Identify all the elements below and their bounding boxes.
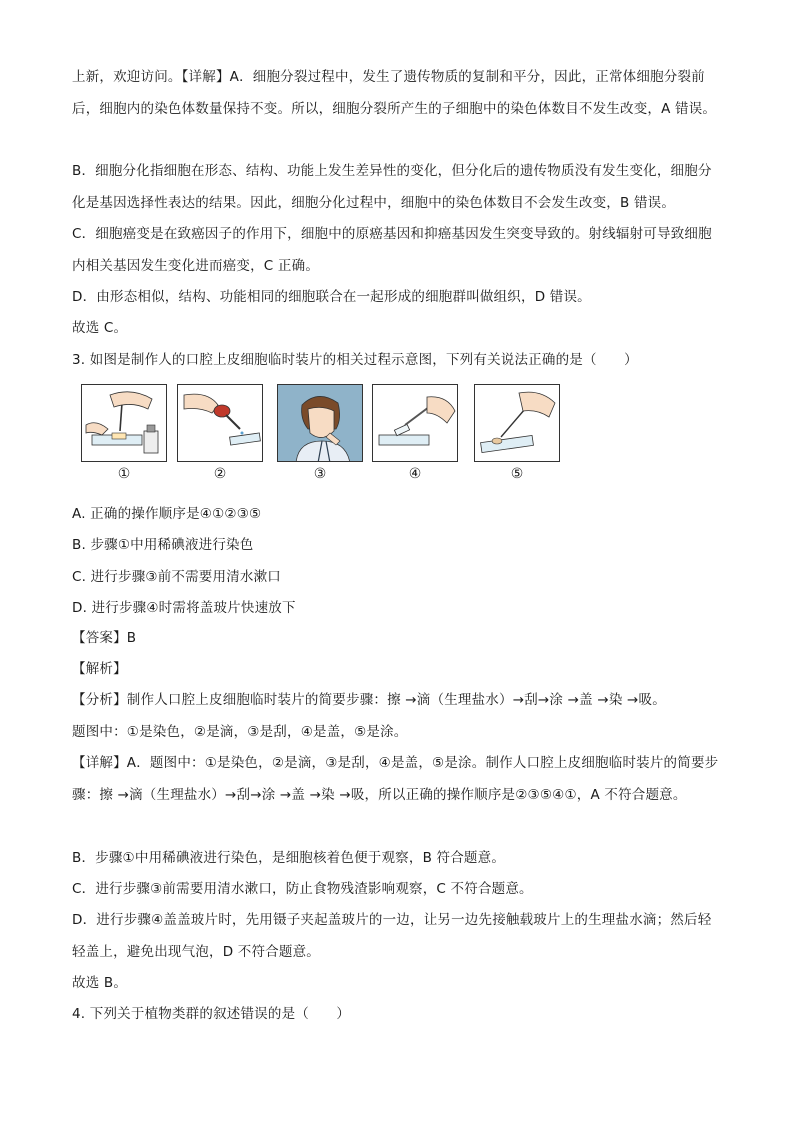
detail-option-c: C．进行步骤③前需要用清水漱口，防止食物残渣影响观察，C 不符合题意。 (72, 881, 533, 897)
option-a: A. 正确的操作顺序是④①②③⑤ (72, 506, 262, 522)
step-4-covering-illustration (372, 384, 458, 462)
paragraph-conclusion: 故选 C。 (72, 320, 128, 336)
paragraph-detail-c: C．细胞癌变是在致癌因子的作用下，细胞中的原癌基因和抑癌基因发生突变导致的。射线辐射可导致细胞内相关基因发生变化进而癌变，C 正确。 (72, 226, 712, 274)
figure-label-3: ③ (313, 466, 327, 482)
conclusion: 故选 B。 (72, 975, 128, 991)
figure-note: 题图中：①是染色，②是滴，③是刮，④是盖，⑤是涂。 (72, 724, 408, 740)
figure-label-4: ④ (408, 466, 422, 482)
question-4-stem: 4. 下列关于植物类群的叙述错误的是（ ） (72, 1006, 351, 1022)
step-2-dropping-illustration (177, 384, 263, 462)
detail-option-b: B．步骤①中用稀碘液进行染色，是细胞核着色便于观察，B 符合题意。 (72, 850, 506, 866)
paragraph-detail-b: B．细胞分化指细胞在形态、结构、功能上发生差异性的变化，但分化后的遗传物质没有发生变化，细胞分化是基因选择性表达的结果。因此，细胞分化过程中，细胞中的染色体数目不会发生改变，B 错误。 (72, 163, 712, 211)
figure-label-5: ⑤ (510, 466, 524, 482)
detail-option-d: D．进行步骤④盖盖玻片时，先用镊子夹起盖玻片的一边，让另一边先接触载玻片上的生理盐水滴；然后轻轻盖上，避免出现气泡，D 不符合题意。 (72, 912, 712, 960)
paragraph-detail-d: D．由形态相似，结构、功能相同的细胞联合在一起形成的细胞群叫做组织，D 错误。 (72, 289, 591, 305)
answer-label: 【答案】B (72, 630, 137, 646)
option-b: B. 步骤①中用稀碘液进行染色 (72, 537, 254, 553)
question-3-figure (81, 384, 561, 484)
figure-label-2: ② (213, 466, 227, 482)
step-3-scraping-illustration (277, 384, 363, 462)
step-5-smearing-illustration (474, 384, 560, 462)
figure-label-1: ① (117, 466, 131, 482)
option-c: C. 进行步骤③前不需要用清水漱口 (72, 569, 282, 585)
step-1-staining-illustration (81, 384, 167, 462)
analysis-heading: 【解析】 (72, 661, 127, 677)
paragraph-detail-a: 上新，欢迎访问。【详解】A．细胞分裂过程中，发生了遗传物质的复制和平分，因此，正常体细胞分裂前后，细胞内的染色体数量保持不变。所以，细胞分裂所产生的子细胞中的染色体数目不发生改变，A 错误。 (72, 69, 717, 117)
option-d: D. 进行步骤④时需将盖玻片快速放下 (72, 600, 296, 616)
question-3-stem: 3. 如图是制作人的口腔上皮细胞临时装片的相关过程示意图，下列有关说法正确的是（ ） (72, 352, 638, 368)
analysis-summary: 【分析】制作人口腔上皮细胞临时装片的简要步骤：擦 →滴（生理盐水）→刮→涂 →盖 →染 →吸。 (72, 692, 666, 708)
detail-option-a: 【详解】A．题图中：①是染色，②是滴，③是刮，④是盖，⑤是涂。制作人口腔上皮细胞临时装片的简要步骤：擦 →滴（生理盐水）→刮→涂 →盖 →染 →吸，所以正确的操作顺序是②③⑤④①，A 不符合题意。 (72, 755, 719, 803)
